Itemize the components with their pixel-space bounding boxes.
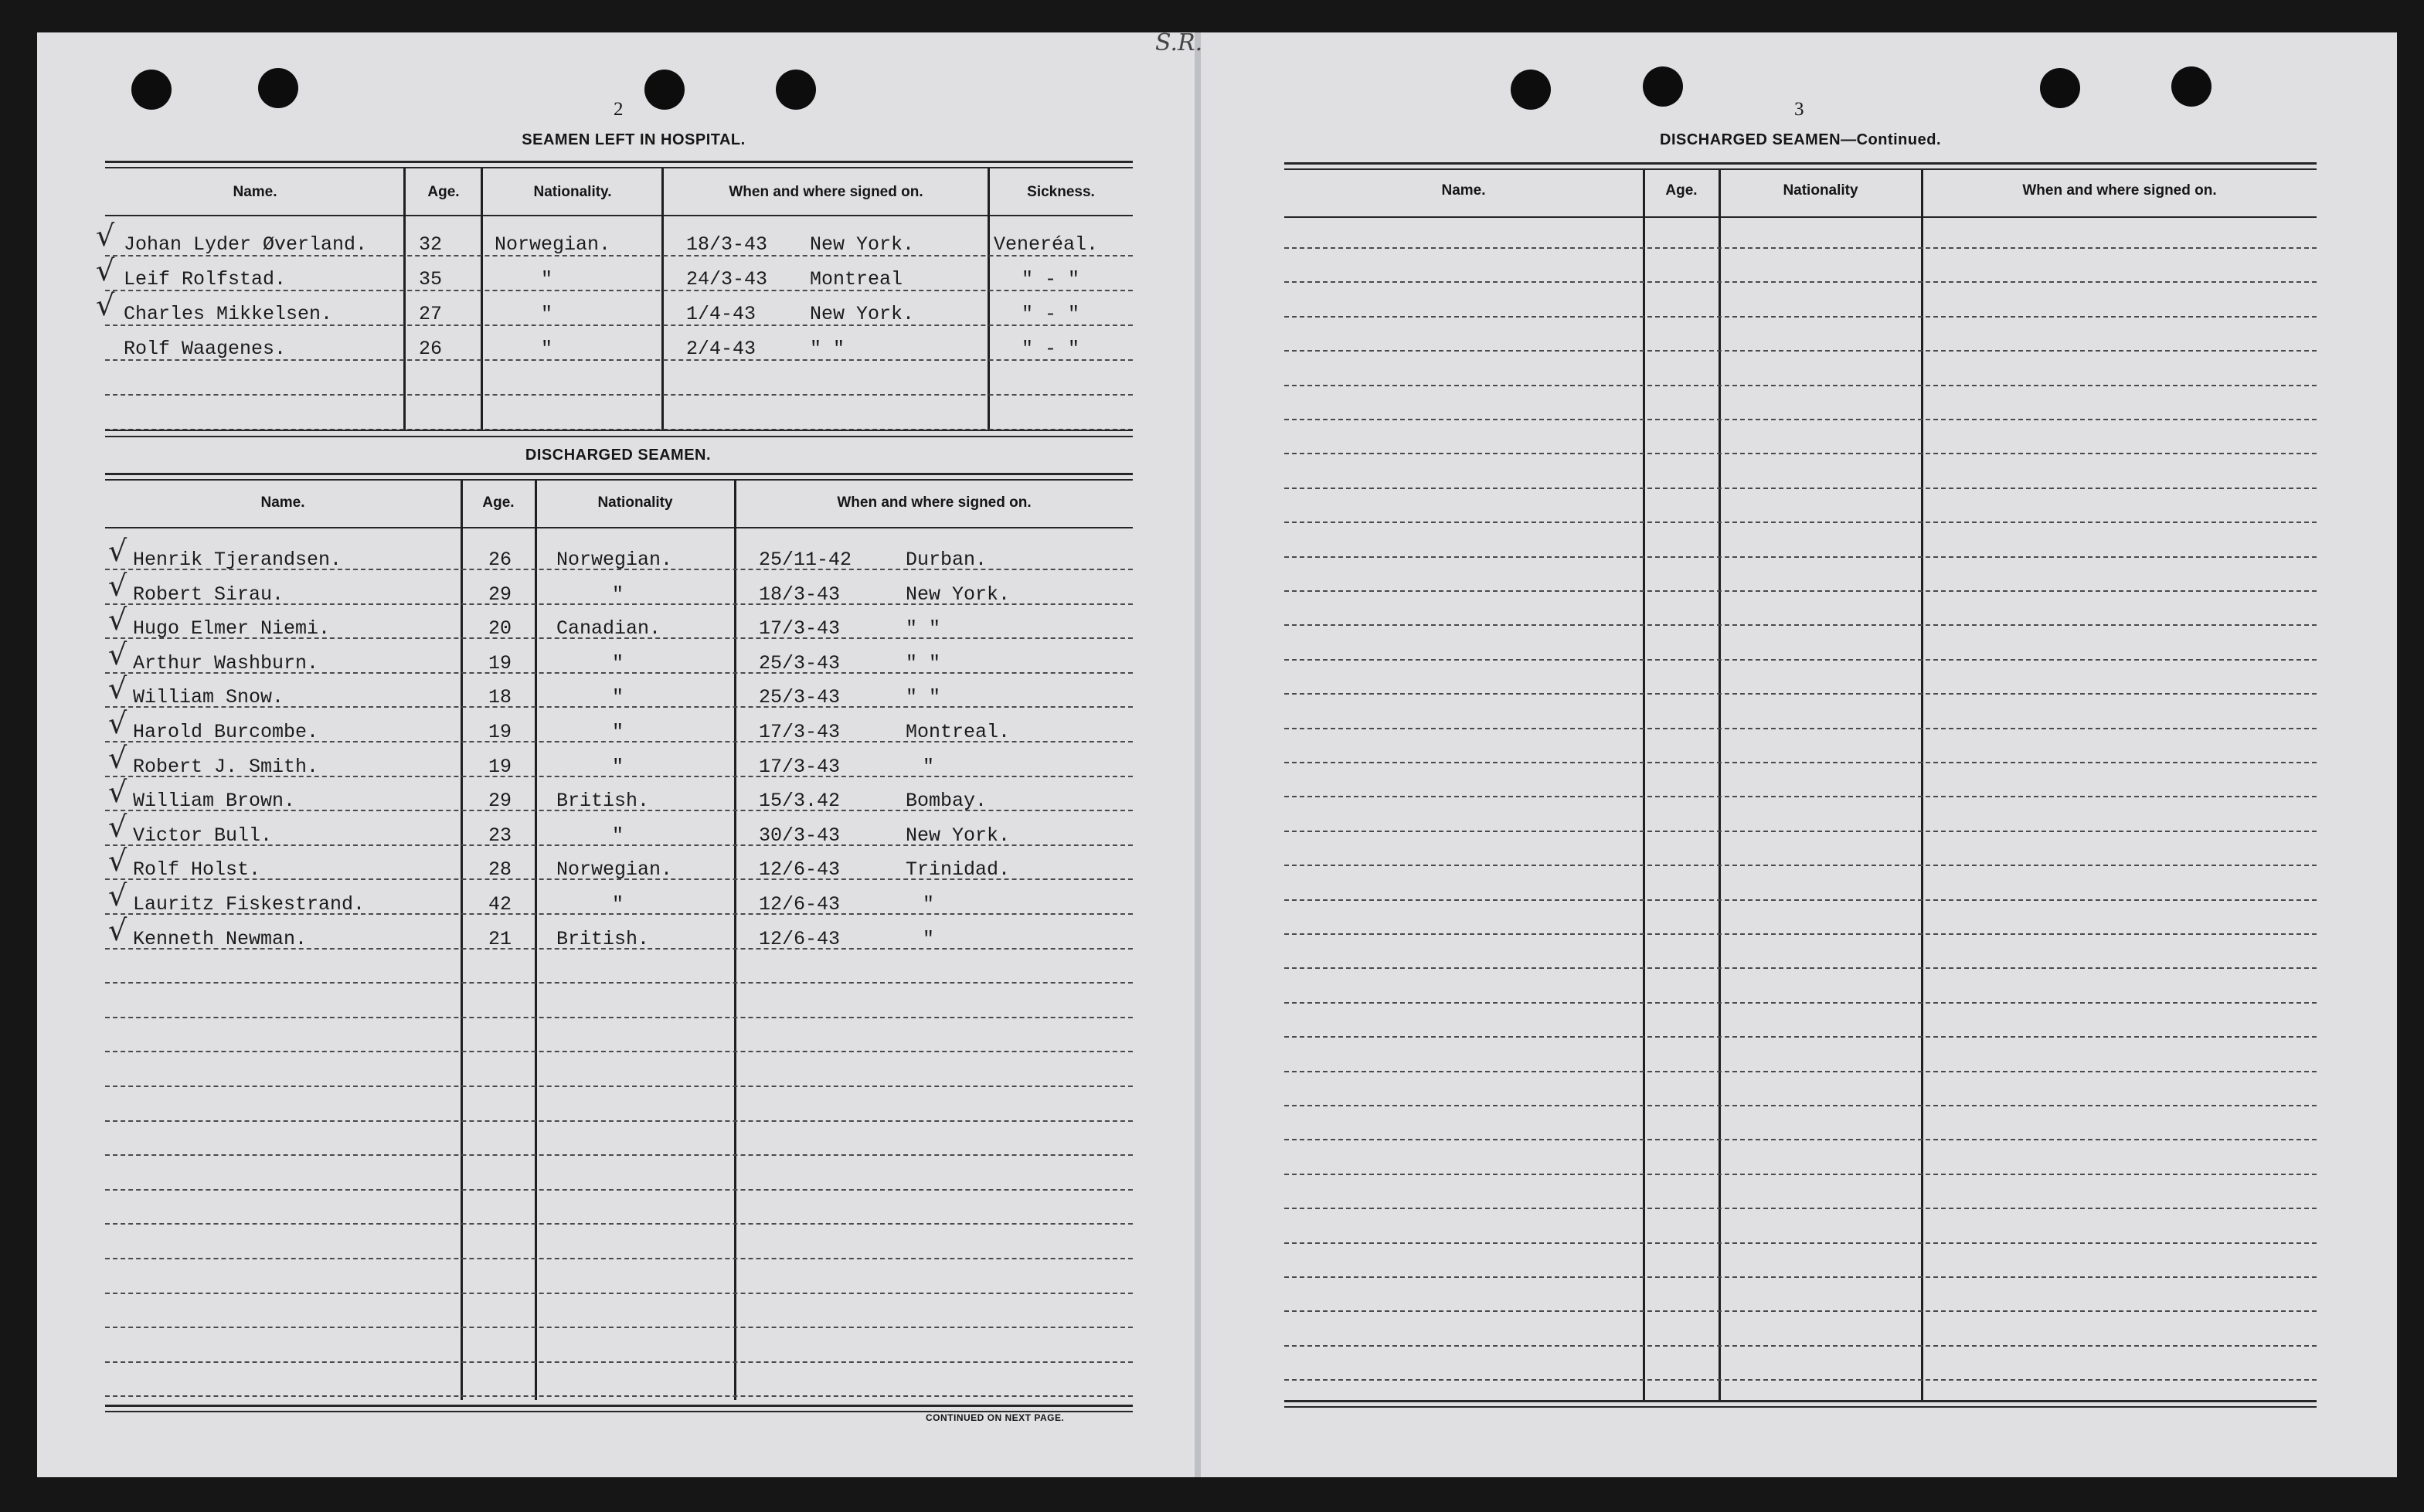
check-mark: √ [96, 288, 115, 322]
punch-hole [2040, 68, 2080, 108]
ruled-line [105, 1293, 1133, 1294]
discharged-place: " " [906, 686, 941, 708]
discharged-name: Kenneth Newman. [133, 928, 308, 950]
ruled-line [105, 1223, 1133, 1225]
discharged-place: Trinidad. [906, 858, 1011, 881]
check-mark: √ [108, 671, 127, 705]
discharged-date: 17/3-43 [759, 617, 841, 640]
rule [105, 167, 1133, 168]
ruled-line [105, 1120, 1133, 1122]
discharged-nationality: British. [556, 928, 650, 950]
top-handwriting: S.R. [1155, 29, 1203, 56]
hospital-age: 35 [419, 268, 443, 291]
rule [105, 527, 1133, 528]
discharged-date: 12/6-43 [759, 893, 841, 916]
hospital-age: 27 [419, 303, 443, 325]
ruled-line [1284, 1310, 2317, 1312]
right-page [1201, 32, 2397, 1477]
page-fold [1195, 32, 1201, 1477]
punch-hole [1511, 70, 1551, 110]
ruled-line [1284, 247, 2317, 249]
discharged-date: 25/3-43 [759, 686, 841, 708]
ruled-line [1284, 385, 2317, 386]
ruled-line [105, 1086, 1133, 1087]
discharged-nationality: British. [556, 790, 650, 812]
ruled-line [1284, 1071, 2317, 1072]
discharged-nationality: " [612, 652, 624, 674]
page-number-left: 2 [614, 99, 624, 120]
page-number-right: 3 [1794, 99, 1804, 120]
discharged-place: " " [906, 617, 941, 640]
ruled-line [105, 1361, 1133, 1363]
discharged-age: 19 [488, 652, 512, 674]
ruled-line [105, 1258, 1133, 1259]
ruled-line [1284, 796, 2317, 797]
discharged-date: 12/6-43 [759, 858, 841, 881]
discharged-nationality: " [612, 893, 624, 916]
discharged-age: 29 [488, 790, 512, 812]
column-divider [461, 481, 463, 1400]
rule [105, 479, 1133, 481]
ruled-line [1284, 350, 2317, 352]
hospital-nationality: " [541, 268, 553, 291]
ruled-line [1284, 865, 2317, 866]
discharged-date: 15/3.42 [759, 790, 841, 812]
column-divider [535, 481, 537, 1400]
hospital-sickness: Veneréal. [994, 233, 1099, 256]
check-mark: √ [108, 569, 127, 603]
hospital-header-signed: When and where signed on. [729, 184, 923, 200]
discharged-name: Rolf Holst. [133, 858, 261, 881]
hospital-nationality: Norwegian. [495, 233, 611, 256]
discharged-age: 18 [488, 686, 512, 708]
ruled-line [1284, 659, 2317, 661]
ruled-line [105, 982, 1133, 984]
ruled-line [1284, 1036, 2317, 1038]
ruled-line [1284, 831, 2317, 832]
discharged-name: Robert Sirau. [133, 583, 284, 606]
ruled-line [1284, 316, 2317, 318]
column-divider [481, 168, 483, 431]
discharged-age: 21 [488, 928, 512, 950]
punch-hole [1643, 66, 1683, 107]
right-header-signed: When and where signed on. [2022, 182, 2217, 199]
column-divider [403, 168, 406, 431]
punch-hole [258, 68, 298, 108]
discharged-age: 26 [488, 549, 512, 571]
ruled-line [105, 394, 1133, 396]
hospital-nationality: " [541, 338, 553, 360]
discharged-place: " [923, 893, 935, 916]
hospital-header-nationality: Nationality. [533, 184, 612, 200]
discharged-date: 18/3-43 [759, 583, 841, 606]
hospital-header-age: Age. [427, 184, 460, 200]
punch-hole [776, 70, 816, 110]
discharged-nationality: " [612, 583, 624, 606]
hospital-date: 24/3-43 [686, 268, 768, 291]
discharged-header-age: Age. [482, 494, 515, 511]
ruled-line [1284, 1345, 2317, 1347]
ruled-line [1284, 419, 2317, 420]
check-mark: √ [108, 844, 127, 878]
hospital-header-sickness: Sickness. [1027, 184, 1095, 200]
discharged-date: 25/11-42 [759, 549, 852, 571]
rule [105, 430, 1133, 431]
continued-section-title: DISCHARGED SEAMEN—Continued. [1660, 131, 1941, 148]
discharged-name: William Snow. [133, 686, 284, 708]
column-divider [1643, 170, 1645, 1402]
discharged-place: " [923, 928, 935, 950]
check-mark: √ [108, 913, 127, 947]
ruled-line [1284, 624, 2317, 626]
column-divider [1921, 170, 1923, 1402]
ruled-line [1284, 488, 2317, 489]
ruled-line [105, 1395, 1133, 1397]
discharged-nationality: Canadian. [556, 617, 661, 640]
discharged-place: " [923, 756, 935, 778]
discharged-name: Harold Burcombe. [133, 721, 319, 743]
ruled-line [105, 1154, 1133, 1156]
hospital-sickness: " - " [1022, 303, 1080, 325]
hospital-nationality: " [541, 303, 553, 325]
check-mark: √ [96, 253, 115, 287]
discharged-age: 23 [488, 824, 512, 847]
discharged-name: Victor Bull. [133, 824, 273, 847]
discharged-header-signed: When and where signed on. [837, 494, 1032, 511]
check-mark: √ [108, 706, 127, 740]
hospital-age: 32 [419, 233, 443, 256]
hospital-date: 18/3-43 [686, 233, 768, 256]
discharged-name: Arthur Washburn. [133, 652, 319, 674]
rule [105, 1405, 1133, 1407]
hospital-place: New York. [810, 233, 915, 256]
discharged-date: 30/3-43 [759, 824, 841, 847]
column-divider [1719, 170, 1721, 1402]
discharged-nationality: " [612, 756, 624, 778]
discharged-age: 29 [488, 583, 512, 606]
column-divider [734, 481, 736, 1400]
hospital-section-title: SEAMEN LEFT IN HOSPITAL. [522, 131, 746, 148]
ruled-line [1284, 1276, 2317, 1278]
rule [1284, 162, 2317, 165]
ruled-line [105, 1327, 1133, 1328]
rule [105, 215, 1133, 216]
hospital-name: Charles Mikkelsen. [124, 303, 333, 325]
rule [1284, 216, 2317, 218]
column-divider [661, 168, 664, 431]
discharged-nationality: " [612, 686, 624, 708]
discharged-date: 12/6-43 [759, 928, 841, 950]
rule [1284, 168, 2317, 170]
rule [105, 473, 1133, 475]
check-mark: √ [108, 534, 127, 568]
ruled-line [1284, 1105, 2317, 1106]
right-header-nationality: Nationality [1783, 182, 1858, 199]
hospital-date: 2/4-43 [686, 338, 756, 360]
discharged-header-name: Name. [260, 494, 305, 511]
discharged-age: 19 [488, 756, 512, 778]
right-header-name: Name. [1441, 182, 1486, 199]
hospital-age: 26 [419, 338, 443, 360]
discharged-place: " " [906, 652, 941, 674]
discharged-date: 25/3-43 [759, 652, 841, 674]
hospital-place: Montreal [810, 268, 903, 291]
ruled-line [105, 1051, 1133, 1052]
discharged-section-title: DISCHARGED SEAMEN. [525, 447, 712, 464]
ruled-line [1284, 522, 2317, 523]
ruled-line [1284, 556, 2317, 558]
discharged-age: 19 [488, 721, 512, 743]
discharged-name: Henrik Tjerandsen. [133, 549, 342, 571]
ruled-line [105, 1017, 1133, 1018]
discharged-name: Lauritz Fiskestrand. [133, 893, 365, 916]
discharged-date: 17/3-43 [759, 756, 841, 778]
punch-hole [131, 70, 172, 110]
check-mark: √ [108, 637, 127, 671]
ruled-line [1284, 693, 2317, 695]
discharged-nationality: " [612, 824, 624, 847]
discharged-place: New York. [906, 583, 1011, 606]
punch-hole [644, 70, 685, 110]
discharged-name: William Brown. [133, 790, 296, 812]
ruled-line [1284, 728, 2317, 729]
hospital-name: Johan Lyder Øverland. [124, 233, 368, 256]
hospital-place: " " [810, 338, 845, 360]
discharged-nationality: " [612, 721, 624, 743]
discharged-date: 17/3-43 [759, 721, 841, 743]
punch-hole [2171, 66, 2212, 107]
check-mark: √ [108, 741, 127, 775]
check-mark: √ [108, 603, 127, 637]
ruled-line [1284, 1002, 2317, 1004]
ruled-line [1284, 899, 2317, 901]
rule [1284, 1400, 2317, 1402]
ruled-line [1284, 590, 2317, 592]
discharged-nationality: Norwegian. [556, 858, 673, 881]
discharged-age: 28 [488, 858, 512, 881]
hospital-date: 1/4-43 [686, 303, 756, 325]
discharged-header-nationality: Nationality [597, 494, 673, 511]
discharged-place: Durban. [906, 549, 988, 571]
hospital-name: Rolf Waagenes. [124, 338, 287, 360]
ruled-line [1284, 1242, 2317, 1244]
discharged-place: Bombay. [906, 790, 988, 812]
check-mark: √ [108, 810, 127, 844]
right-header-age: Age. [1665, 182, 1698, 199]
column-divider [988, 168, 990, 431]
discharged-name: Hugo Elmer Niemi. [133, 617, 331, 640]
hospital-name: Leif Rolfstad. [124, 268, 287, 291]
rule [105, 161, 1133, 163]
ruled-line [1284, 967, 2317, 969]
discharged-place: New York. [906, 824, 1011, 847]
ruled-line [1284, 281, 2317, 283]
discharged-nationality: Norwegian. [556, 549, 673, 571]
discharged-place: Montreal. [906, 721, 1011, 743]
ruled-line [105, 1189, 1133, 1191]
ruled-line [1284, 762, 2317, 763]
discharged-age: 20 [488, 617, 512, 640]
hospital-sickness: " - " [1022, 268, 1080, 291]
discharged-age: 42 [488, 893, 512, 916]
ruled-line [1284, 1208, 2317, 1209]
ruled-line [1284, 453, 2317, 454]
ruled-line [1284, 1174, 2317, 1175]
ruled-line [1284, 1139, 2317, 1140]
continued-note: CONTINUED ON NEXT PAGE. [926, 1412, 1065, 1423]
check-mark: √ [108, 878, 127, 912]
hospital-place: New York. [810, 303, 915, 325]
discharged-name: Robert J. Smith. [133, 756, 319, 778]
check-mark: √ [96, 219, 115, 253]
hospital-header-name: Name. [233, 184, 277, 200]
rule [1284, 1406, 2317, 1408]
rule [105, 436, 1133, 437]
hospital-sickness: " - " [1022, 338, 1080, 360]
ruled-line [1284, 933, 2317, 935]
check-mark: √ [108, 775, 127, 809]
ruled-line [1284, 1379, 2317, 1381]
